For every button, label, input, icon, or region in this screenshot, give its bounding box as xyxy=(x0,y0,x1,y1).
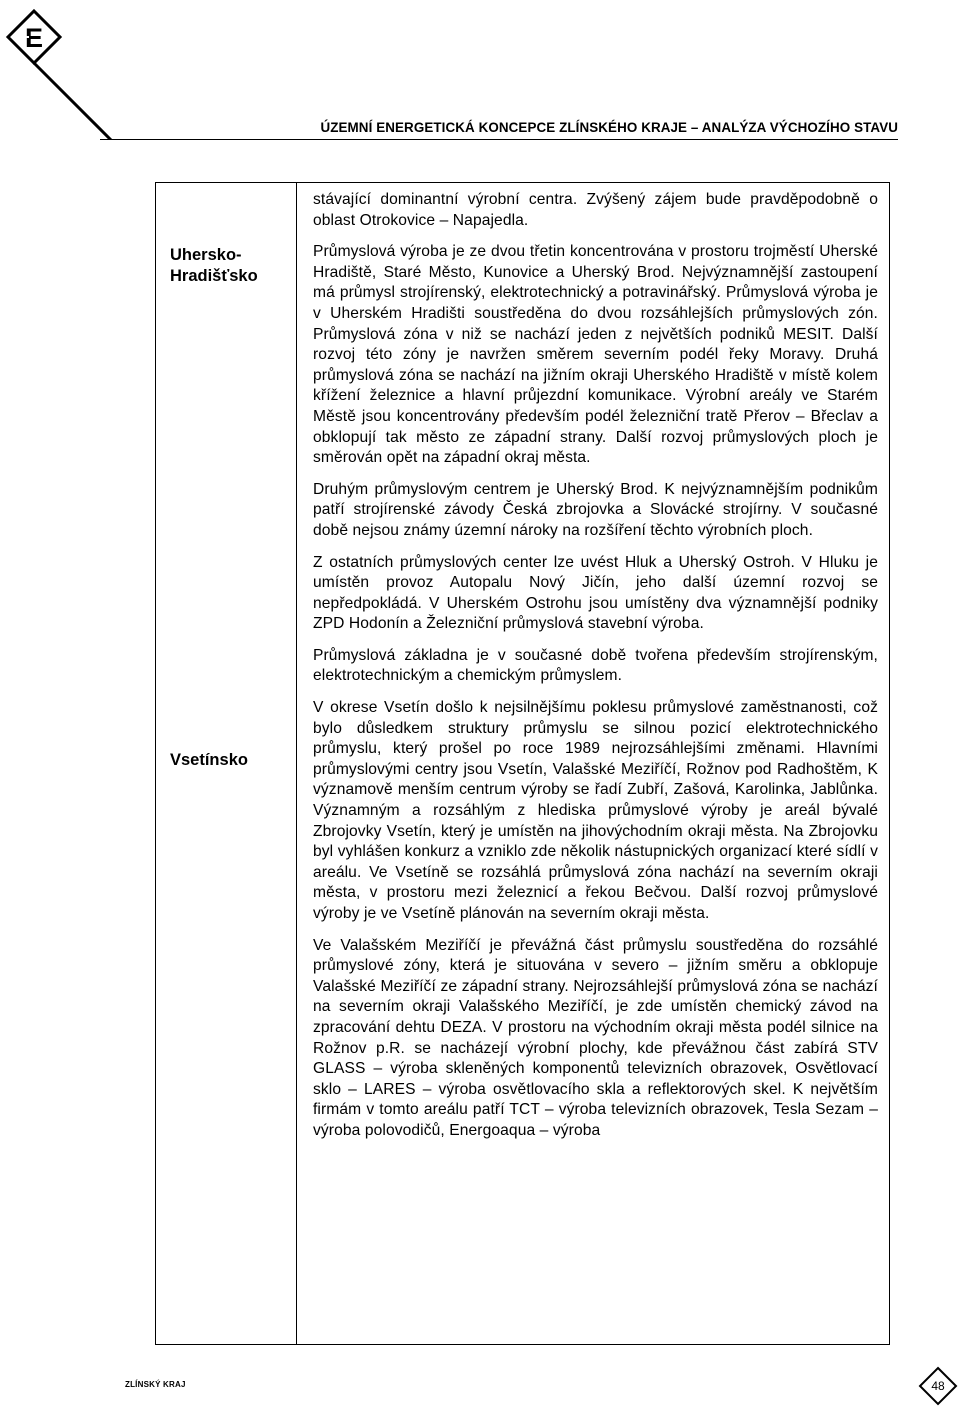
paragraph: Ve Valašském Meziříčí je převážná část průmyslu soustředěna do rozsáhlé průmyslové zóny, která je situována v severo – jižním směru a obklopuje Valašské Meziříčí ze západní strany. Nejrozsáhlejší průmyslová zóna se nachází na severním okraji Valašského Meziříčí, je zde umístěn chemický závod na zpracování dehtu DEZA. V prostoru na východním okraji města podél silnice na Rožnov p.R. se nacházejí výrobní plochy, kde převážnou část zabírá STV GLASS – výroba skleněných komponentů televizních obrazovek, Osvětlovací sklo – LARES – výroba osvětlovacího skla a reflektorových skel. K největším firmám v tomto areálu patří TCT – výroba televizních obrazovek, Tesla Sezam – výroba polovodičů, Energoaqua – výroba xyxy=(313,936,878,1139)
region-label-line: Hradišťsko xyxy=(170,267,258,285)
paragraph: Druhým průmyslovým centrem je Uherský Brod. K nejvýznamnějším podnikům patří strojírenské závody Česká zbrojovka a Slovácké strojírny. V současné době nejsou známy územní nároky na rozšíření těchto výrobních ploch. xyxy=(313,480,878,539)
paragraph: stávající dominantní výrobní centra. Zvýšený zájem bude pravděpodobně o oblast Otrokovice – Napajedla. xyxy=(313,191,878,229)
header-rule xyxy=(100,139,898,140)
page-number: 48 xyxy=(931,1379,945,1393)
paragraph: V okrese Vsetín došlo k nejsilnějšímu poklesu průmyslové zaměstnanosti, což bylo důsledkem struktury průmyslu se silnou pozicí elektrotechnického průmyslu, který prošel po roce 1989 nejrozsáhlejšími změnami. Hlavními průmyslovými centry jsou Vsetín, Valašské Meziříčí, Rožnov pod Radhoštěm, K významově menším centrum výroby se řadí Zubří, Zašová, Karolinka, Jablůnka. Významným a rozsáhlým z hlediska průmyslové výroby je areál bývalé Zbrojovky Vsetín, který je umístěn na jihovýchodním okraji města. Na Zbrojovku byl vyhlášen konkurz a vzniklo zde několik nástupnických organizací které sídlí v areálu. Ve Vsetíně se rozsáhlá průmyslová zóna nachází na severním okraji města, v prostoru mezi železnicí a řekou Bečvou. Další rozvoj průmyslové výroby je ve Vsetíně plánován na severním okraji města. xyxy=(313,699,878,922)
region-label-line: Uhersko- xyxy=(170,246,242,264)
content-table xyxy=(155,182,890,1345)
region-label-uhersko-hradistsko xyxy=(170,245,292,287)
e-diamond-logo-icon xyxy=(0,0,130,140)
column-divider xyxy=(296,183,297,1344)
logo-letter: E xyxy=(24,23,44,53)
region-label-line: Vsetínsko xyxy=(170,751,248,769)
paragraph: Z ostatních průmyslových center lze uvést Hluk a Uherský Ostroh. V Hluku je umístěn provoz Autopalu Nový Jičín, jeho další územní rozvoj se nepředpokládá. V Uherském Ostrohu jsou umístěny dva významnější podniky ZPD Hodonín a Železniční průmyslová stavební výroba. xyxy=(313,553,878,633)
paragraph: Průmyslová základna je v současné době tvořena především strojírenským, elektrotechnickým a chemickým průmyslem. xyxy=(313,646,878,685)
text-column xyxy=(313,190,878,1142)
header-title: ÚZEMNÍ ENERGETICKÁ KONCEPCE ZLÍNSKÉHO KRAJE – ANALÝZA VÝCHOZÍHO STAVU xyxy=(320,120,898,135)
paragraph: Průmyslová výroba je ze dvou třetin koncentrována v prostoru trojměstí Uherské Hradiště, Staré Město, Kunovice a Uherský Brod. Nejvýznamnější zastoupení má průmysl strojírenský, elektrotechnický a potravinářský. Průmyslová výroba je v Uherském Hradišti soustředěna do dvou rozsáhlejších průmyslových zón. Průmyslová zóna v niž se nachází jeden z největších podniků MESIT. Další rozvoj této zóny je navržen směrem severním podél řeky Moravy. Druhá průmyslová zóna se nachází na jižním okraji Uherského Hradiště v místě kolem křížení železnice a hlavní průjezdní komunikace. Výrobní areály ve Starém Městě jsou koncentrovány především podél železniční tratě Přerov – Břeclav a obklopují tak město ze západní strany. Další rozvoj průmyslových ploch je směrován opět na západní okraj města. xyxy=(313,243,878,467)
region-label-vsetinsko xyxy=(170,750,292,771)
footer-label: ZLÍNSKÝ KRAJ xyxy=(125,1380,186,1389)
